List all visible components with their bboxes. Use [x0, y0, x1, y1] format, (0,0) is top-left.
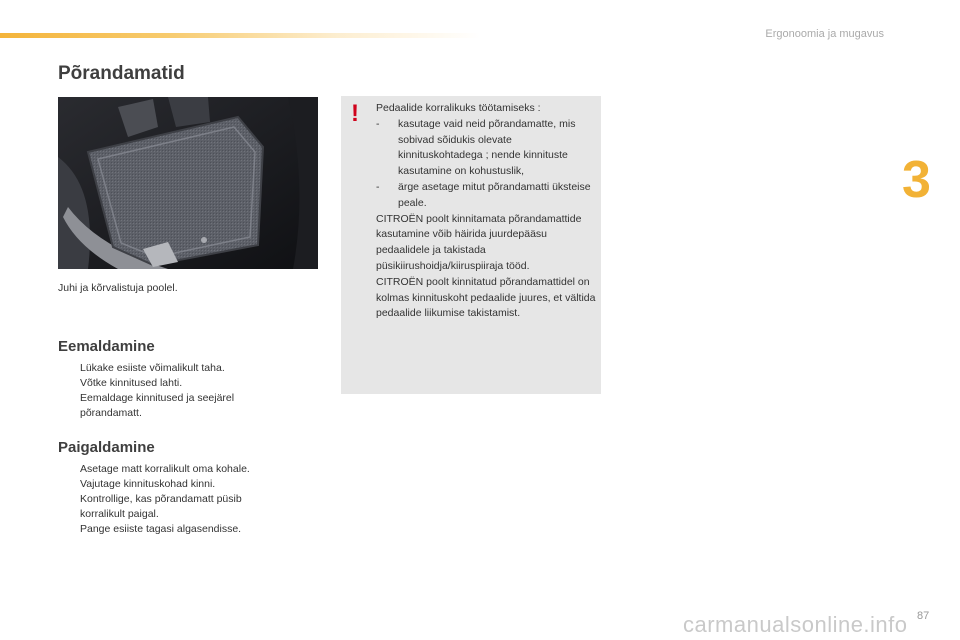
- list-item: Kontrollige, kas põrandamatt püsib korralikult paigal.: [80, 493, 242, 520]
- list-item: Pange esiiste tagasi algasendisse.: [80, 523, 242, 535]
- header-accent-bar: [0, 33, 480, 38]
- section-heading-remove: Eemaldamine: [58, 338, 155, 355]
- list-item: Vajutage kinnituskohad kinni.: [80, 478, 216, 490]
- warning-intro: Pedaalide korralikuks töötamiseks :: [376, 102, 541, 114]
- page-number: 87: [917, 610, 930, 622]
- list-item: Lükake esiiste võimalikult taha.: [80, 362, 225, 374]
- warning-text: [376, 101, 598, 322]
- list-item: - ärge asetage mitut põrandamatti üksteise peale.: [376, 180, 591, 209]
- warning-note-approved: CITROËN poolt kinnitatud põrandamattidel on kolmas kinnituskoht pedaalide juures, et vältida pedaalide liikumise takistamist.: [376, 275, 596, 320]
- list-item: Võtke kinnitused lahti.: [80, 377, 183, 389]
- image-caption: Juhi ja kõrvalistuja poolel.: [58, 282, 178, 294]
- dash-bullet: -: [376, 180, 380, 193]
- warning-box: [341, 96, 601, 394]
- list-item: - kasutage vaid neid põrandamatte, mis sobivad sõidukis olevate kinnituskohtadega ; nende kinnituste kasutamine on kohustuslik,: [376, 117, 576, 178]
- section-heading-install: Paigaldamine: [58, 439, 155, 456]
- dash-bullet: -: [376, 117, 380, 130]
- list-item: Asetage matt korralikult oma kohale.: [80, 463, 250, 475]
- remove-steps-list: [58, 361, 288, 421]
- warning-note-unapproved: CITROËN poolt kinnitamata põrandamattide kasutamine võib häirida juurdepääsu pedaalidele ja takistada püsikiirushoidja/kiiruspiiraja tööd.: [376, 212, 582, 272]
- install-steps-list: [58, 462, 288, 537]
- list-item: Eemaldage kinnitused ja seejärel põrandamatt.: [80, 392, 235, 419]
- chapter-number: 3: [902, 151, 931, 209]
- page-title: Põrandamatid: [58, 63, 185, 84]
- warning-exclamation-icon: !: [351, 100, 359, 127]
- watermark: carmanualsonline.info: [683, 612, 908, 637]
- floor-mat-photo: [58, 97, 318, 269]
- chapter-title: Ergonoomia ja mugavus: [765, 28, 884, 40]
- warning-list: [376, 117, 598, 212]
